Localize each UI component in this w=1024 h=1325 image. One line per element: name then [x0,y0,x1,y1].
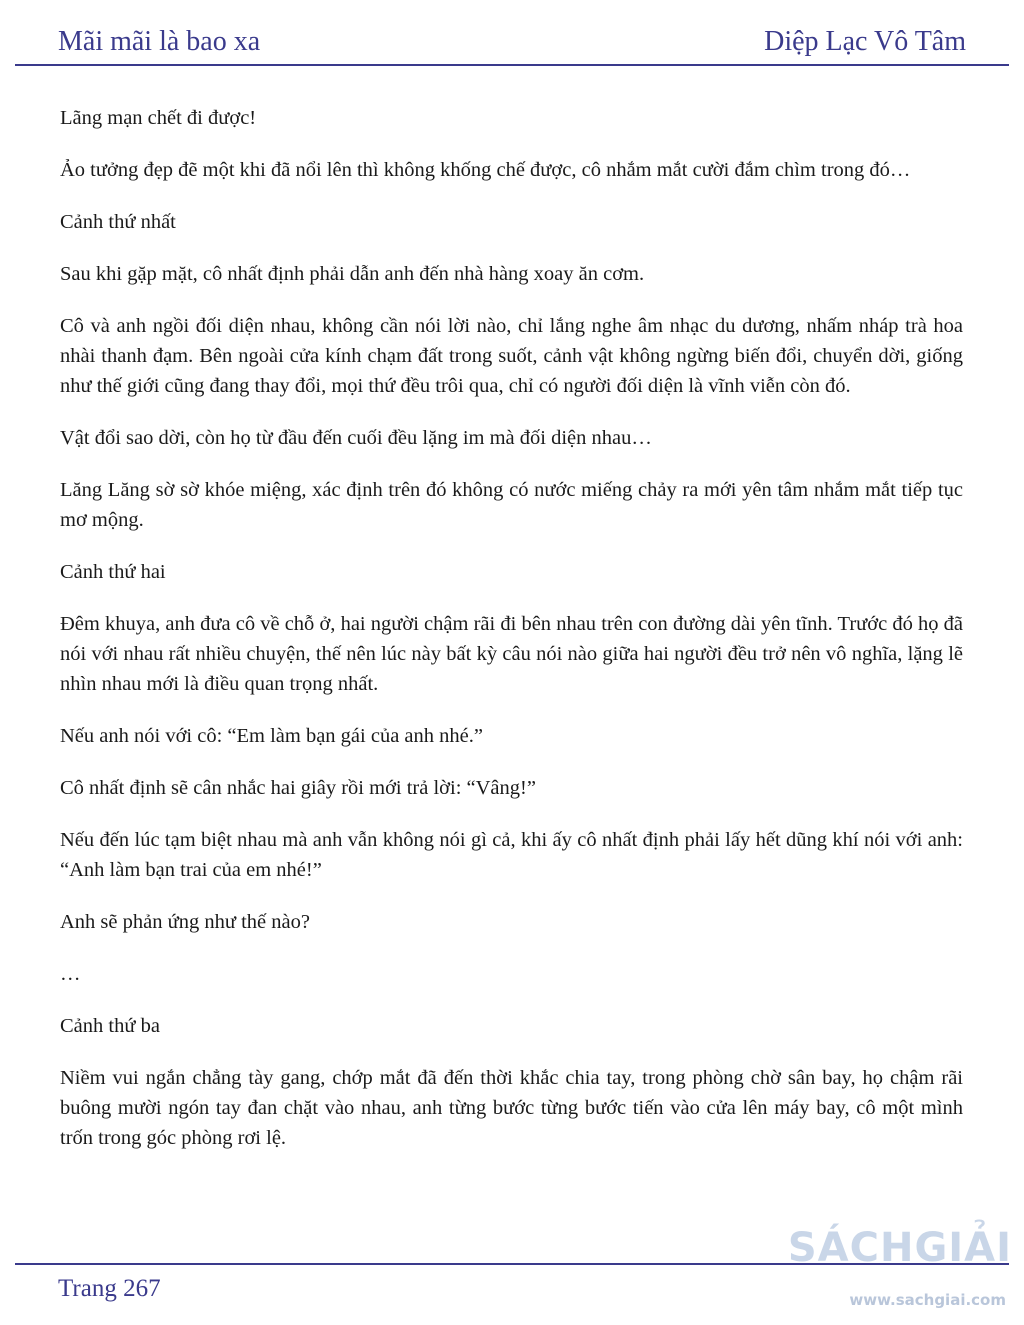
paragraph: Cô nhất định sẽ cân nhắc hai giây rồi mới trả lời: “Vâng!” [60,777,536,799]
book-title: Mãi mãi là bao xa [58,26,261,57]
watermark-logo: SÁCHGIẢI [787,1225,1012,1271]
scene-heading: Cảnh thứ ba [60,1015,160,1037]
page-body [60,103,963,1175]
ellipsis: … [60,963,81,985]
scene-heading: Cảnh thứ nhất [60,211,176,233]
paragraph: Nếu đến lúc tạm biệt nhau mà anh vẫn không nói gì cả, khi ấy cô nhất định phải lấy hết dũng khí nói với anh: “Anh làm bạn trai của em nhé!” [60,829,963,881]
page-number: Trang 267 [58,1275,161,1302]
paragraph: Niềm vui ngắn chẳng tày gang, chớp mắt đã đến thời khắc chia tay, trong phòng chờ sân bay, họ chậm rãi buông mười ngón tay đan chặt vào nhau, anh từng bước từng bước tiến vào cửa lên máy bay, cô một mình trốn trong góc phòng rơi lệ. [60,1067,963,1149]
author-name: Diệp Lạc Vô Tâm [764,26,966,57]
paragraph: Lãng mạn chết đi được! [60,107,257,129]
paragraph: Ảo tưởng đẹp đẽ một khi đã nổi lên thì không khống chế được, cô nhắm mắt cười đắm chìm trong đó… [60,159,911,181]
watermark [787,1225,1012,1321]
paragraph: Vật đổi sao dời, còn họ từ đầu đến cuối đều lặng im mà đối diện nhau… [60,427,652,449]
page-header [15,22,1009,66]
paragraph: Cô và anh ngồi đối diện nhau, không cần nói lời nào, chỉ lắng nghe âm nhạc du dương, nhấm nháp trà hoa nhài thanh đạm. Bên ngoài cửa kính chạm đất trong suốt, cảnh vật không ngừng biến đổi, chuyển dời, giống như thế giới cũng đang thay đổi, mọi thứ đều trôi qua, chỉ có người đối diện là vĩnh viễn còn đó. [60,315,963,397]
paragraph: Anh sẽ phản ứng như thế nào? [60,911,310,933]
scene-heading: Cảnh thứ hai [60,561,166,583]
paragraph: Nếu anh nói với cô: “Em làm bạn gái của anh nhé.” [60,725,483,747]
watermark-url: www.sachgiai.com [849,1291,1006,1309]
paragraph: Lăng Lăng sờ sờ khóe miệng, xác định trên đó không có nước miếng chảy ra mới yên tâm nhắm mắt tiếp tục mơ mộng. [60,479,963,531]
paragraph: Sau khi gặp mặt, cô nhất định phải dẫn anh đến nhà hàng xoay ăn cơm. [60,263,645,285]
paragraph: Đêm khuya, anh đưa cô về chỗ ở, hai người chậm rãi đi bên nhau trên con đường dài yên tĩnh. Trước đó họ đã nói với nhau rất nhiều chuyện, thế nên lúc này bất kỳ câu nói nào giữa hai người đều trở nên vô nghĩa, lặng lẽ nhìn nhau mới là điều quan trọng nhất. [60,613,963,695]
